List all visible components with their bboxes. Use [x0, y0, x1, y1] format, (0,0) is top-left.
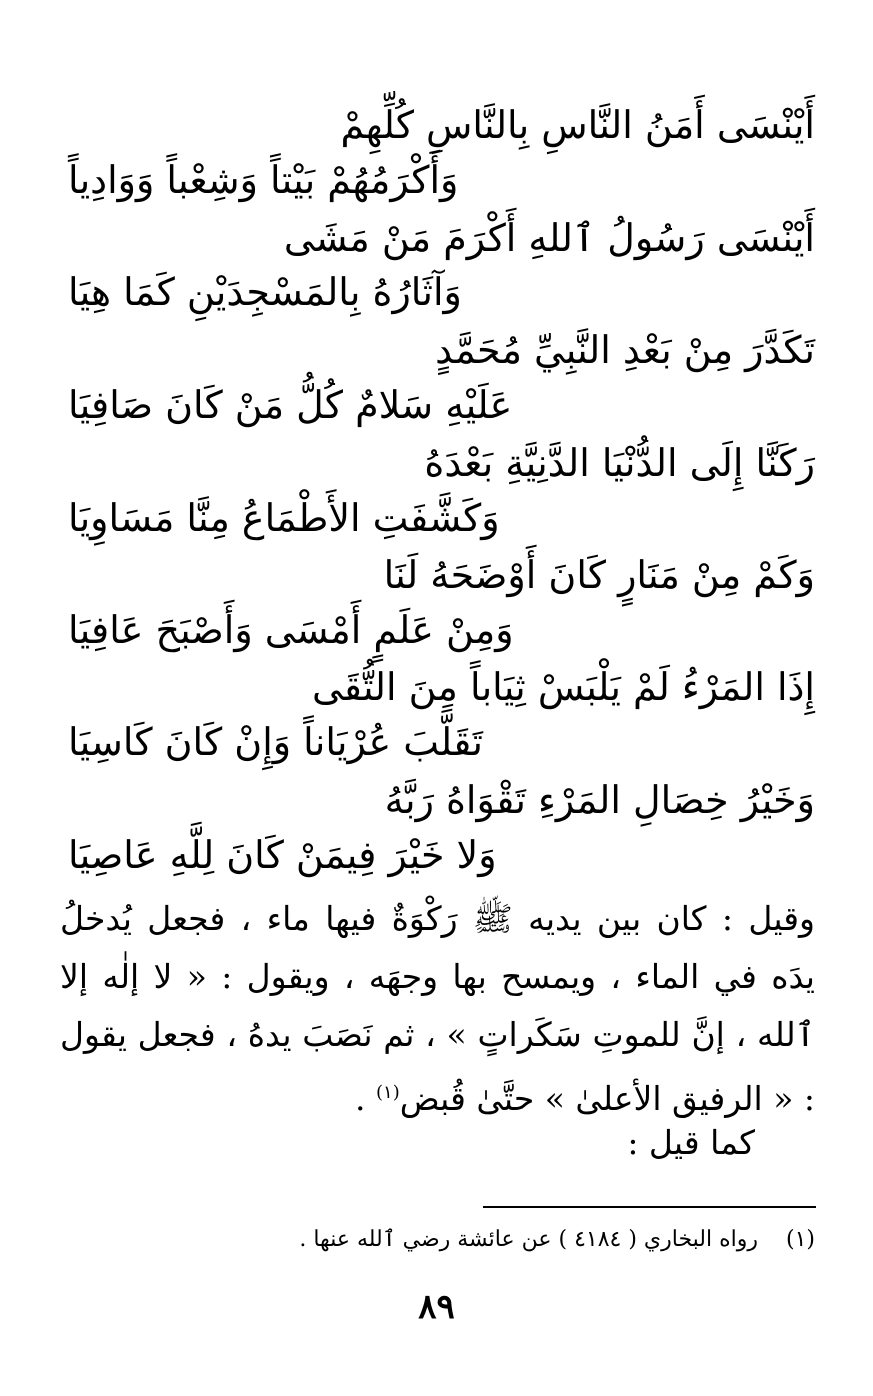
verse-line-9: وَكَمْ مِنْ مَنَارٍ كَانَ أَوْضَحَهُ لَنَا: [383, 553, 815, 597]
prose-end: .: [355, 1079, 376, 1118]
prose-paragraph: [60, 890, 815, 1128]
footnote-number: (١): [785, 1227, 815, 1252]
footnote-reference: (١): [376, 1082, 400, 1103]
closing-line: كما قيل :: [627, 1123, 755, 1162]
verse-line-11: إِذَا المَرْءُ لَمْ يَلْبَسْ ثِيَاباً مِنَ التُّقَى: [312, 665, 815, 709]
verse-line-13: وَخَيْرُ خِصَالِ المَرْءِ تَقْوَاهُ رَبَّهُ: [384, 778, 815, 822]
verse-line-5: تَكَدَّرَ مِنْ بَعْدِ النَّبِيِّ مُحَمَّدٍ: [435, 328, 815, 372]
verse-line-10: وَمِنْ عَلَمٍ أَمْسَى وَأَصْبَحَ عَافِيَا: [68, 608, 514, 652]
verse-line-7: رَكَنَّا إِلَى الدُّنْيَا الدَّنِيَّةِ بَعْدَهُ: [424, 441, 815, 485]
verse-line-2: وَأَكْرَمُهُمْ بَيْتاً وَشِعْباً وَوَادِياً: [68, 158, 459, 202]
page-number: ٨٩: [418, 1287, 455, 1327]
verse-line-6: عَلَيْهِ سَلامٌ كُلُّ مَنْ كَانَ صَافِيَا: [68, 383, 513, 427]
verse-line-12: تَقَلَّبَ عُرْيَاناً وَإِنْ كَانَ كَاسِيَا: [68, 720, 483, 764]
verse-line-4: وَآثَارُهُ بِالمَسْجِدَيْنِ كَمَا هِيَا: [68, 270, 462, 314]
verse-line-8: وَكَشَّفَتِ الأَطْمَاعُ مِنَّا مَسَاوِيَا: [68, 496, 500, 540]
footnote-text: رواه البخاري ( ٤١٨٤ ) عن عائشة رضي ٱلله عنها .: [299, 1227, 758, 1252]
prose-text: وقيل : كان بين يديه ﷺ رَكْوَةٌ فيها ماء ، فجعل يُدخلُ يدَه في الماء ، ويمسح بها وجهَه ، ويقول : « لا إلٰه إلا ٱلله ، إنَّ للموتِ سَكَراتٍ » ، ثم نَصَبَ يدهُ ، فجعل يقول : « الرفيق الأعلىٰ » حتَّىٰ قُبض: [60, 899, 815, 1118]
verse-line-3: أَيْنْسَى رَسُولُ ٱللهِ أَكْرَمَ مَنْ مَشَى: [283, 216, 815, 260]
footnote-divider: [483, 1206, 816, 1208]
verse-line-1: أَيْنْسَى أَمَنُ النَّاسِ بِالنَّاسِ كُلِّهِمْ: [340, 103, 815, 147]
verse-line-14: وَلا خَيْرَ فِيمَنْ كَانَ لِلَّهِ عَاصِيَا: [68, 833, 497, 877]
footnote: [299, 1222, 815, 1258]
